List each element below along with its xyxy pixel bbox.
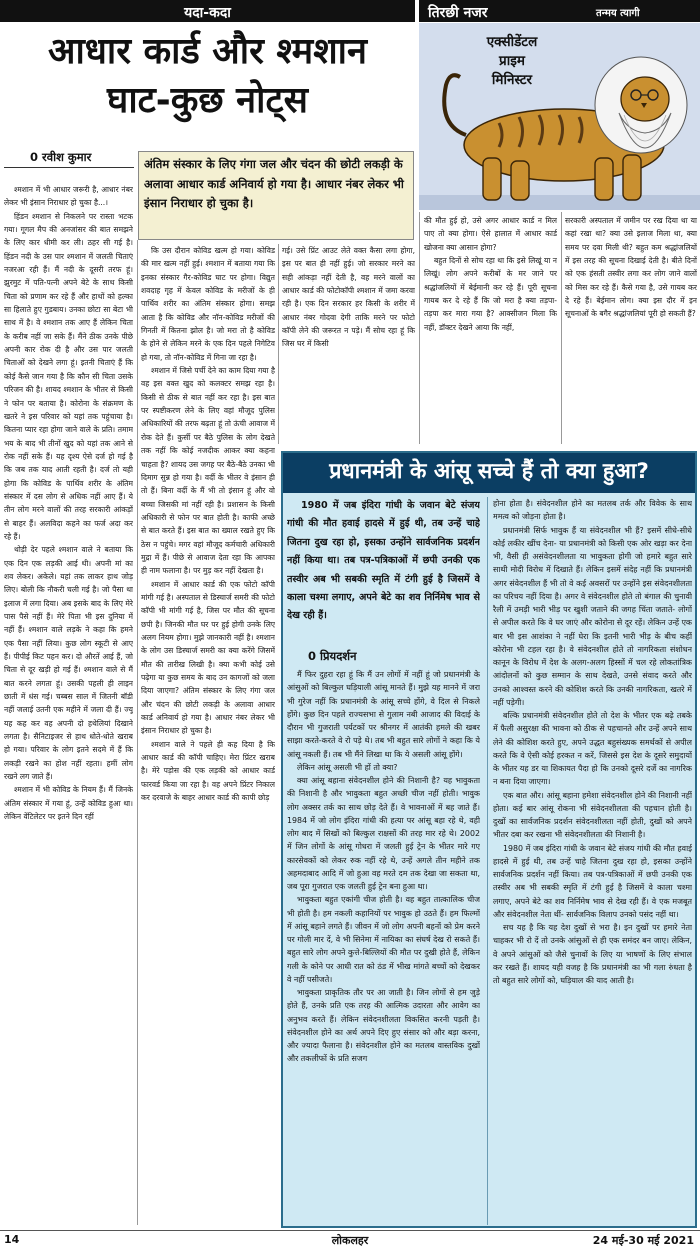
- article1-column-5: [565, 214, 697, 446]
- article1-headline-line1: आधार कार्ड और श्मशान: [48, 31, 367, 72]
- paragraph: श्मशान में भी कोविड के नियम हैं। मैं जिनके अंतिम संस्कार में गया हूं, उन्हें कोविड हुआ था। लेकिन वेंटिलेटर पर इतने दिन रहीं: [4, 785, 133, 822]
- paragraph: श्मशान में भी आधार जरूरी है, आधार नंबर लेकर भी इंसान निराधार हो चुका है...।: [4, 185, 133, 208]
- article1-column-1: [4, 183, 133, 1228]
- column-divider: [487, 497, 488, 1225]
- column-divider: [278, 244, 279, 444]
- paragraph: क्या आंसू बहाना संवेदनशील होने की निशानी है? यह भावुकता की निशानी है और भावुकता बहुत अच्छी चीज नहीं होती। भावुक लोग अक्सर तर्क का साथ छोड़ देते हैं। वे भावनाओं में बह जाते हैं। 1984 में जो लोग इंदिरा गांधी की हत्या पर आंसू बहा रहे थे, वही लोग बाद में सिखों को बिल्कुल राक्षसों की तरह मार रहे थे। 2002 में जिन लोगों के आंसू गोधरा में जलती हुई ट्रेन के भीतर मारे गए कारसेवकों को लेकर रुक नहीं रहे थे, उन्हें अगले तीन महीने तक अहमदाबाद आदि में जो हुआ वह मरते दम तक देखा जा सकता था, जब पूरा गुजरात एक जलती हुई ट्रेन बना हुआ था।: [287, 776, 480, 891]
- article1-column-4: [424, 214, 557, 446]
- issue-date: 24 मई-30 मई 2021: [592, 1234, 694, 1247]
- paragraph: मैं फिर दुहरा रहा हूं कि मैं उन लोगों में नहीं हूं जो प्रधानमंत्री के आंसुओं को बिल्कुल घड़ियाली आंसू मानते हैं। मुझे यह मानने में जरा भी गुरेज नहीं कि प्रधानमंत्री के आंसू सच्चे होंगे, वे दिल से निकले होंगे। कुछ दिन पहले राज्यसभा से गुलाम नबी आजाद की विदाई के दौरान भी गुजराती पर्यटकों पर श्रीनगर में आतंकी हमले की खबर साझा करते-करते वे रो पड़े थे। तब भी बहुत सारे लोगों ने कहा कि ये आंसू नकली हैं। तब भी मैंने लिखा था कि ये असली आंसू होंगे।: [287, 670, 480, 759]
- article2-column-b: [493, 497, 692, 1226]
- paragraph: श्मशान में आधार कार्ड की एक फोटो कॉपी मांगी गई है। अस्पताल से डिस्चार्ज समरी की फोटो कॉपी भी मांगी गई है, जिस पर मौत की सूचना छपी है। जिनकी मौत घर पर हुई होगी उनके लिए अलग नियम होगा। मुझे जानकारी नहीं है। श्मशान के लोग उस डिस्चार्ज समरी का क्या करेंगे जिसमें मौत की तारीख लिखी है। क्या कभी कोई उसे पढ़ेगा या कुछ समय के बाद उन कागजों को जला दिया जाएगा? अंतिम संस्कार के लिए गंगा जल और चंदन की छोटी लकड़ी के अलावा आधार कार्ड अनिवार्य हो गया है। आधार नंबर लेकर भी इंसान निराधार हो चुका है।: [141, 579, 275, 736]
- paragraph: बल्कि प्रधानमंत्री संवेदनशील होते तो देश के भीतर एक बढ़े तबके में फैली असुरक्षा की भावना को ठीक से पहचानते और उन्हें अपने साथ लेने की कोशिश करते हुए, अपने उद्धत बहुसंख्यक समर्थकों से अपील करते कि वे ऐसी कोई हरकत न करें, जिससे इस देश के दूसरे समुदायों के भीतर यह डर या शिकायत पैदा हो कि उनको दूसरे दर्जे का नागरिक न बना दिया जाएगा।: [493, 711, 692, 787]
- lion-leg-front-right: [623, 155, 641, 200]
- section-header-yada-kada-label: यदा-कदा: [184, 5, 231, 21]
- article2-headline: प्रधानमंत्री के आंसू सच्चे हैं तो क्या हुआ?: [329, 459, 649, 484]
- paragraph: सरकारी अस्पताल में जमीन पर रख दिया था या कहां रखा था? क्या उसे इलाज मिला था, क्या समय पर दवा मिली थी? बहुत कम श्रद्धांजलियों में इस तरह की सूचना दिखाई देती है। बीते दिनों को एक हंसती तस्वीर लगा कर लोग जाने वालों को मिस कर रहे हैं। कैसे गया है, उसे गायब कर दे रहे हैं। बेईमान लोग। क्या इस दौर में इन सूचनाओं के बगैर श्रद्धांजलियां पूरी हो सकती हैं?: [565, 216, 697, 319]
- article2-lead: 1980 में जब इंदिरा गांधी के जवान बेटे संजय गांधी की मौत हवाई हादसे में हुई थी, तब उन्हें चाहे जितना दुख रहा हो, इसका उन्होंने सार्वजनिक प्रदर्शन नहीं किया था। तब पत्र-पत्रिकाओं में छपी उनकी एक तस्वीर अब भी सबकी स्मृति में टंगी हुई है जिसमें वे काला चश्मा लगाए, अपने बेटे का शव निर्निमेष भाव से देख रही हैं।: [287, 500, 480, 622]
- cartoon-ground: [419, 195, 700, 210]
- paragraph: एक बात और। आंसू बहाना हमेशा संवेदनशील होने की निशानी नहीं होता। कई बार आंसू रोकना भी संवेदनशीलता की पहचान होती है। दुखों का सार्वजनिक प्रदर्शन संवेदनशीलता नहीं होती, दुखों को अपने भीतर दबा कर रखना भी संवेदनशीलता की निशानी है।: [493, 790, 692, 840]
- cartoonist-name: तन्मय त्यागी: [596, 8, 640, 19]
- article1-column-3: [282, 244, 415, 444]
- paragraph: भावुकता प्राकृतिक तौर पर आ जाती है। जिन लोगों से हम जुड़े होते हैं, उनके प्रति एक तरह की आत्मिक उदारता और आवेग का अनुभव करते हैं। लेकिन संवेदनशीलता विकसित करनी पड़ती है। संवेदनशील होने का अर्थ अपने दिए हुए संसार को और बड़ा करना, और ज्यादा फैलाना है। संवेदनशील होने का मतलब वास्तविक दुखों और तकलीफों के प्रति सजग: [287, 988, 480, 1064]
- column-divider: [137, 240, 138, 1225]
- paragraph: कि उस दौरान कोविड खत्म हो गया। कोविड की मार खत्म नहीं हुई। श्मशान में बताया गया कि इनका संस्कार गैर-कोविड घाट पर होगा। विद्युत शवदाह गृह में केवल कोविड के मरीजों के ही पार्थिव शरीर का अंतिम संस्कार होगा। समझ आता है कि कोविड और नॉन-कोविड मरीजों की गिनती में कितना झोल है। जो मरा तो है कोविड के होने से लेकिन मरने के एक दिन पहले निगेटिव हो गया, तो नॉन-कोविड में गिना जा रहा है।: [141, 246, 275, 362]
- lion-leg-back-right: [511, 161, 529, 200]
- article1-byline: 0 रवीश कुमार: [30, 150, 92, 164]
- paragraph: 1980 में जब इंदिरा गांधी के जवान बेटे संजय गांधी की मौत हवाई हादसे में हुई थी, तब उन्हें चाहे जितना दुख रहा हो, इसका उन्होंने सार्वजनिक प्रदर्शन नहीं किया। तब पत्र-पत्रिकाओं में छपी उनकी एक तस्वीर अब भी सबकी स्मृति में टंगी हुई है जिसमें वे काला चश्मा लगाए, अपने बेटे का शव निर्निमेष भाव से देख रही हैं। वे एक मजबूत और संवेदनशील नेता थीं- सार्वजनिक विलाप उनको पसंद नहीं था।: [493, 843, 692, 919]
- paragraph: की मौत हुई हो, उसे अगर आधार कार्ड न मिल पाए तो क्या होगा। ऐसे हालात में आधार कार्ड खोजना क्या आसान होगा?: [424, 216, 557, 252]
- article1-pullquote: अंतिम संस्कार के लिए गंगा जल और चंदन की छोटी लकड़ी के अलावा आधार कार्ड अनिवार्य हो गया है। आधार नंबर लेकर भी इंसान निराधार हो चुका है।: [138, 151, 414, 240]
- lion-face: [621, 77, 669, 121]
- article1-headline-line2: घाट-कुछ नोट्स: [107, 80, 308, 121]
- paragraph: बहुत दिनों से सोच रहा था कि इसे लिखूं या न लिखूं। लोग अपने करीबों के मर जाने पर श्रद्धांजलियों में बेईमानी कर रहे हैं। पूरी सूचना गायब कर दे रहे हैं कि जो मरा है क्या तड़पा-तड़पा कर मारा गया है? आक्सीजन मिला कि नहीं, डॉक्टर देखने आया कि नहीं,: [424, 256, 557, 332]
- cartoon-panel: [419, 23, 700, 210]
- page-number: 14: [4, 1233, 20, 1246]
- paragraph: सच यह है कि यह देश दुखों से भरा है। इन दुखों पर हमारे नेता चाहकर भी रो दें तो उनके आंसुओं से ही एक समंदर बन जाए। लेकिन, वे अपने आंसुओं को जैसे चुनावों के लिए या भाषणों के लिए संभाल कर रखते हैं। शायद यही वजह है कि प्रधानमंत्री का भी गला रुंधता है तो बहुत सारे लोगों को, घड़ियाल की याद आती है।: [493, 923, 692, 985]
- paragraph: होना होता है। संवेदनशील होने का मतलब तर्क और विवेक के साथ ममत्व को जोड़ना होता है।: [493, 499, 692, 522]
- cartoon-caption-line2: प्राइम: [499, 53, 525, 69]
- article1-column-2: [141, 244, 275, 1229]
- column-divider: [419, 212, 420, 444]
- footer-rule: [0, 1230, 700, 1231]
- article1-headline: [0, 28, 415, 126]
- lion-leg-front-left: [595, 158, 613, 200]
- cartoon-caption-line1: एक्सीडेंटल: [486, 34, 538, 50]
- cartoon-caption-line3: मिनिस्टर: [491, 72, 533, 88]
- paragraph: थोड़ी देर पहले श्मशान वाले ने बताया कि एक दिन एक लड़की आई थी। अपनी मां का शव लेकर। अकेले। यहां तक लाकर हाथ जोड़ लिए। बोली कि नौकरी चली गई है। जो पैसा था इलाज में लगा दिया। अब इसके बाद के लिए मेरे पास पैसे नहीं हैं। मेरे पिता भी इस दुनिया में नहीं हैं। श्मशान वाले लड़के ने कहा कि हमने एक पैसा नहीं लिया। कुछ लोग स्कूटी से आए हैं। पीपीई किट पहन कर। दो औरतें आई हैं, जो चिता से दूर खड़ी हो गई हैं। श्मशान वाले से मैं बात करने लगता हूं। उसकी पहली ही लाइन छाती में धंस गई। चब्बस साल में जितनी बॉडी नहीं जलाई उतनी एक महीने में जला दी हैं। ज्यू यह कह कर वह अपनी दो हथेलियां दिखाने लगता है। सैनिटाइजर से हाथ धोते-धोते खराब हो गया। परिवार के लोग इतने सदमे में हैं कि लकड़ी रखने का होश नहीं रहता। हमीं लोग रखने लग जाते हैं।: [4, 545, 133, 782]
- cartoon-caption: [457, 33, 567, 90]
- paragraph: गई। उसे प्रिंट आउट लेते वक्त कैसा लगा होगा, इस पर बात ही नहीं हुई। जो सरकार मरने का सही आंकड़ा नहीं देती है, वह मरने वालों का आधार कार्ड की फोटोकॉपी श्मशान में जमा करवा रही है। एक दिन सरकार हर किसी के शरीर में आधार नंबर गोदवा देगी ताकि मरने पर फोटो कॉपी लेने की जरूरत न पड़े। मैं सोच रहा हूं कि जिस घर में किसी: [282, 246, 415, 349]
- article2-byline: 0 प्रियदर्शन: [308, 649, 357, 663]
- section-header-tirchhi-nazar-label: तिरछी नजर: [428, 5, 488, 21]
- lion-leg-back-left: [483, 158, 501, 200]
- article2-column-a: [287, 668, 480, 1226]
- paragraph: लेकिन आंसू असली भी हों तो क्या?: [297, 762, 398, 772]
- byline-underline: [4, 167, 134, 168]
- publication-name: लोकलहर: [331, 1234, 369, 1247]
- paragraph: श्मशान वाले ने पहले ही कह दिया है कि आधार कार्ड की कॉपी चाहिए। मेरा प्रिंटर खराब है। मेरे पड़ोस की एक लड़की को आधार कार्ड फारवर्ड किया जा रहा है। वह अपने प्रिंटर निकाल कर दरवाजे के बाहर आधार कार्ड की कापी छोड़: [141, 739, 275, 803]
- column-divider: [561, 212, 562, 444]
- paragraph: हिंडन श्मशान से निकलने पर रास्ता भटक गया। गूगल मैप की अनजांसर की बात समझने के लिए कार धीमी कर ली। ठहर सी गई है। हिंडन नदी के उस पार श्मशान में जलती चिताएं नजरआ रही हैं। मैं नदी के दूसरी तरफ हूं। झुरमुट में पति-पत्नी अपने बेटे के साथ किसी चिता को प्रणाम कर रहे हैं और हाथों को हल्का सा हिलाते हुए गुडबाय। उनका छोटा सा बेटा भी साथ में है। वे श्मशान तक आए हैं लेकिन चिता के करीब नहीं जा सके हैं। मैंने ठीक उनके पीछे अपनी कार रोक दी है और उस पार जलती चिताओं को देखने लगा हूं। इतनी चिताएं हैं कि कोई कैसे जान गया है कि कौन सी चिता उसके परिजन की है। शायद श्मशान के भीतर से किसी ने फोन पर बताया है। कोरोना के संक्रमण के खतरे ने इस परिवार को यहां तक पहुंचाया है। कितना प्यार रहा होगा जाने वाले के प्रति। तमाम भय के बाद भी तीनों खुद को यहां तक आने से रोक नहीं सके हैं। यह दृश्य ऐसे दर्ज हो गई है कि जब तक याद आती रहती है। दर्ज तो यही होगा कि कोविड के पार्थिव शरीर के अंतिम संस्कार में दस लोग से अधिक नहीं आए हैं। ये तीन लोग मरने वालों की तरह सरकारी आंकड़ों से बाहर हैं। अलविदा कहने का फर्ज अदा कर रहे हैं।: [4, 211, 133, 541]
- paragraph: श्मशान में जिसे पर्ची देने का काम दिया गया है वह इस वक्त खुद को कलक्टर समझ रहा है। किसी से ठीक से बात नहीं कर रहा है। इस बात पर स्पष्टीकरण लेने के लिए वहां मौजूद पुलिस अधिकारियों की तरफ बढ़ता हूं तो ऊंची आवाज में रोक देते हैं। कुर्सी पर बैठे पुलिस के लोग देखते तक नहीं कि कोई नजदीक आकर क्या कहना चाहता है? शायद उस जगह पर बैठे-बैठे उनका भी दिमाग सुन्न हो गया है। वर्दी के भीतर वे इंसान ही तो हैं। बिना वर्दी के मैं भी तो इंसान हूं और वो बच्चा जिसकी मां नहीं रही है। प्रशासन के किसी अधिकारी से फोन पर बात होती है। काफी अच्छे से बात करते हैं। इस बात का ख्याल रखते हुए कि ठेस न पहुंचे। मगर वहां मौजूद कर्मचारी अधिकारी मुद्रा में हैं। पीछे से आवाज देता रहा कि आपका ही नाम फलाना है। पर मुड़ कर नहीं देखता है।: [141, 366, 275, 576]
- paragraph: प्रधानमंत्री सिर्फ भावुक हैं या संवेदनशील भी हैं? इसमें सीधे-सीधे कोई लकीर खींच देना- या प्रधानमंत्री को किसी एक ओर खड़ा कर देना भी, वैसी ही असंवेदनशीलता या भावुकता होगी जो हमारे बहुत सारे साथी मोदी विरोध में दिखाते हैं। लेकिन इसमें संदेह नहीं कि प्रधानमंत्री अगर संवेदनशील हैं भी तो वे कई अवसरों पर उन्होंने इस संवेदनशीलता का परिचय नहीं दिया है। अगर वे संवेदनशील होते तो बंगाल की चुनावी रैली में उमड़ी भारी भीड़ पर खुशी जताने की जगह चिंता जताते- लोगों से अपील करते कि वे घर जाएं और कोरोना से दूर रहें। लेकिन उन्हें एक बार भी इस आशंका ने नहीं घेरा कि इतनी भारी भीड़ के बीच कहीं कोरोना भी टहल रहा है। वे संवेदनशील होते तो नागरिकता संशोधन कानून के विरोध में देश के अलग-अलग हिस्सों में चल रहे लोकतांत्रिक आंदोलनों को कुछ सम्मान के साथ देखते, उनसे संवाद करते और उनको आश्वस्त करने की कोशिश करते कि उनकी नागरिकता, खतरे में नहीं पड़ेगी।: [493, 525, 692, 707]
- paragraph: भावुकता बहुत एकांगी चीज होती है। वह बहुत तात्कालिक चीज भी होती है। हम नकली कहानियों पर भावुक हो उठते हैं। हम फिल्मों में आंसू बहाने लगते हैं। जीवन में जो लोग अपनी बहनों को प्रेम करने पर गोली मार दें, वे भी सिनेमा में नायिका का संघर्ष देख रो सकते हैं। बहुत सारे लोग अपने कुत्ते-बिल्लियों की मौत पर दुखी होते हैं, लेकिन गली के कोने पर आधी रात को ठंड में भीख मांगते बच्चों को देखकर वे नहीं पसीजते।: [287, 895, 480, 984]
